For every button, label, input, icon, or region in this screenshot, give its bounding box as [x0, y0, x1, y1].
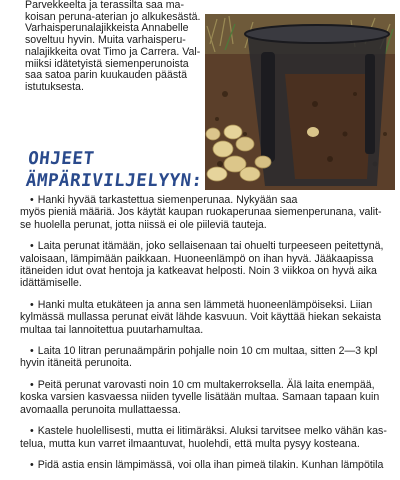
bullet-icon: •	[30, 345, 34, 358]
heading-line: ÄMPÄRIVILJELYYN:	[24, 171, 204, 191]
instruction-text: Kastele huolellisesti, mutta ei litimäräksi. Aluksi tarvitsee melko vähän kas-	[37, 425, 387, 438]
instruction-item	[0, 459, 400, 471]
instruction-line: multaa tai lannoitettua puutarhamultaa.	[20, 323, 204, 336]
instruction-item	[0, 194, 400, 231]
instruction-item	[0, 240, 400, 290]
instruction-text: Pidä astia ensin lämpimässä, voi olla ihan pimeä tilakin. Kunhan lämpötila	[37, 458, 384, 471]
instruction-line: idättämiselle.	[20, 277, 82, 290]
instruction-line	[30, 194, 400, 206]
potato-bucket-photo	[205, 14, 395, 190]
instruction-line	[30, 299, 400, 311]
instruction-item	[0, 379, 400, 416]
instruction-line: koska varsien kasvaessa niiden tyvelle lisätään multaa. Samaan tapaan kuin	[20, 391, 380, 404]
bullet-icon: •	[30, 458, 34, 471]
instruction-text: Peitä perunat varovasti noin 10 cm multakerroksella. Älä laita enempää,	[37, 378, 375, 391]
instruction-line	[30, 459, 400, 471]
instruction-item	[0, 425, 400, 450]
intro-text	[25, 0, 203, 94]
bullet-icon: •	[30, 298, 34, 311]
bullet-icon: •	[30, 378, 34, 391]
intro-line: nalajikkeita ovat Timo ja Carrera. Val-	[25, 45, 201, 58]
instruction-line	[30, 240, 400, 252]
intro-line: istutuksesta.	[25, 80, 84, 93]
intro-line: Parvekkeelta ja terassilta saa ma-	[25, 0, 184, 11]
instruction-line: avomaalla perunoita mullattaessa.	[20, 403, 181, 416]
instructions-list	[0, 194, 400, 480]
instruction-item	[0, 345, 400, 370]
intro-line: Varhaisperunalajikkeista Annabelle	[25, 22, 189, 35]
instruction-line	[30, 425, 400, 437]
instruction-line: se huolella perunat, jotta niissä ei ole piileviä tauteja.	[20, 218, 267, 231]
instruction-line: telua, mutta kun varret ilmaantuvat, huolehdi, että multa pysyy kosteana.	[20, 437, 360, 450]
intro-line: soveltuu hyvin. Muita varhaisperu-	[25, 34, 186, 47]
bullet-icon: •	[30, 240, 34, 253]
instruction-line: hyvin itäneitä perunoita.	[20, 357, 132, 370]
bullet-icon: •	[30, 425, 34, 438]
instruction-line: myös pieniä määriä. Jos käytät kaupan ruokaperunaa siemenperunana, valit-	[20, 206, 382, 219]
instruction-line: valoisaan, lämpimään paikkaan. Huoneenlämpö on ihan hyvä. Jääkaapissa	[20, 252, 374, 265]
bullet-icon: •	[30, 194, 34, 206]
instruction-item	[0, 299, 400, 336]
intro-line: miiksi idätetyistä siemenperunoista	[25, 57, 189, 70]
intro-line: koisan peruna-aterian jo alkukesästä.	[25, 10, 201, 23]
instruction-line	[30, 345, 400, 357]
instructions-heading	[25, 148, 206, 192]
instruction-text: Laita perunat itämään, joko sellaisenaan tai ohuelti turpeeseen peitettynä,	[37, 240, 384, 253]
instruction-line	[30, 379, 400, 391]
heading-line: OHJEET	[27, 149, 96, 169]
instruction-line: kylmässä mullassa perunat eivät lähde kasvuun. Voit käyttää hiekan sekaista	[20, 311, 381, 324]
intro-line: saa satoa parin kuukauden päästä	[25, 69, 187, 82]
instruction-text: Hanki hyvää tarkastettua siemenperunaa. Nykyään saa	[37, 194, 298, 206]
instruction-text: Hanki multa etukäteen ja anna sen lämmetä huoneenlämpöiseksi. Liian	[37, 298, 373, 311]
instruction-line: itäneiden idut ovat hentoja ja katkeavat helposti. Noin 3 viikkoa on hyvä aika	[20, 265, 377, 278]
instruction-text: Laita 10 litran perunaämpärin pohjalle noin 10 cm multaa, sitten 2—3 kpl	[37, 345, 378, 358]
